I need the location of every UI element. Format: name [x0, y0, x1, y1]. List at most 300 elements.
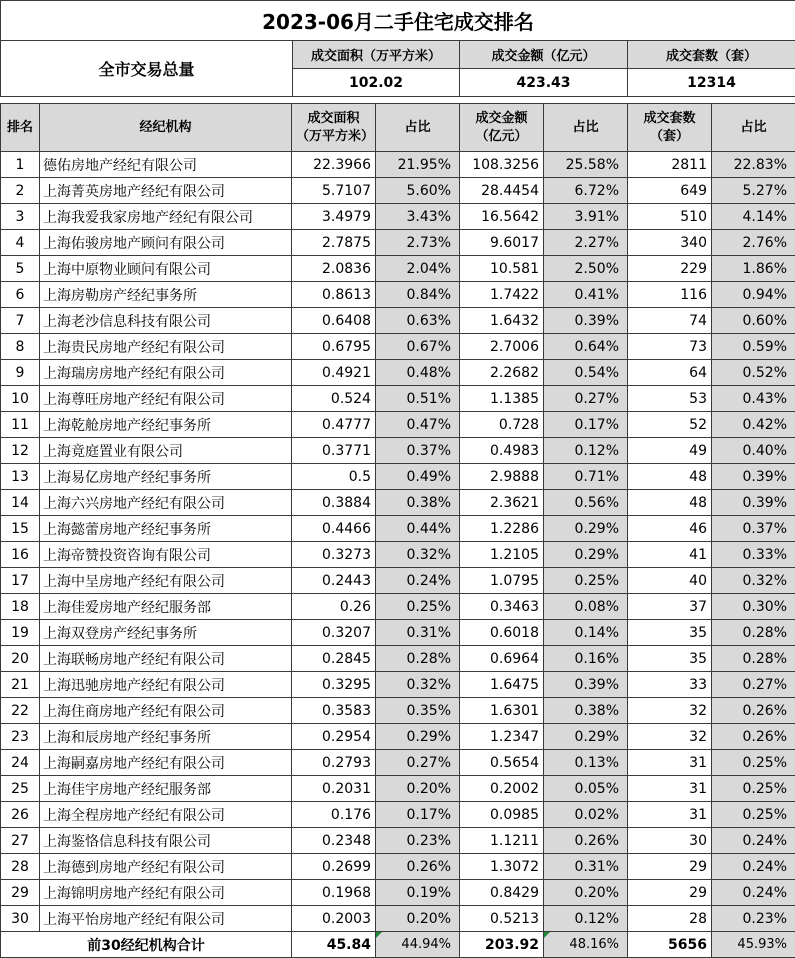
amount-share: 0.17% — [544, 412, 628, 438]
units-share: 22.83% — [712, 152, 795, 178]
amount-value: 0.6018 — [460, 620, 544, 646]
amount-share: 0.02% — [544, 802, 628, 828]
amount-value: 1.1385 — [460, 386, 544, 412]
area-value: 0.2443 — [292, 568, 376, 594]
units-share: 0.52% — [712, 360, 795, 386]
area-share: 0.32% — [376, 542, 460, 568]
agency-name: 上海锦明房地产经纪有限公司 — [40, 880, 292, 906]
units-value: 31 — [628, 802, 712, 828]
area-share: 0.51% — [376, 386, 460, 412]
area-value: 0.3273 — [292, 542, 376, 568]
amount-value: 1.6432 — [460, 308, 544, 334]
amount-value: 2.2682 — [460, 360, 544, 386]
agency-name: 上海易亿房地产经纪事务所 — [40, 464, 292, 490]
table-row — [1, 594, 795, 620]
units-share: 0.28% — [712, 646, 795, 672]
table-row — [1, 230, 795, 256]
units-share: 0.25% — [712, 750, 795, 776]
amount-value: 0.0985 — [460, 802, 544, 828]
area-value: 0.2699 — [292, 854, 376, 880]
header-area: 成交面积（万平方米） — [292, 104, 376, 152]
area-share: 0.28% — [376, 646, 460, 672]
units-value: 48 — [628, 490, 712, 516]
agency-name: 上海佑骏房地产顾问有限公司 — [40, 230, 292, 256]
total-area-share — [376, 932, 460, 958]
amount-value: 0.5213 — [460, 906, 544, 932]
units-share: 0.30% — [712, 594, 795, 620]
area-value: 3.4979 — [292, 204, 376, 230]
area-value: 0.8613 — [292, 282, 376, 308]
rank-cell: 23 — [1, 724, 40, 750]
units-value: 48 — [628, 464, 712, 490]
units-share: 0.28% — [712, 620, 795, 646]
units-value: 52 — [628, 412, 712, 438]
citywide-total-label: 全市交易总量 — [1, 41, 293, 97]
total-amount: 203.92 — [460, 932, 544, 958]
rank-cell: 3 — [1, 204, 40, 230]
rank-cell: 17 — [1, 568, 40, 594]
area-value: 22.3966 — [292, 152, 376, 178]
rank-cell: 20 — [1, 646, 40, 672]
area-value: 0.3583 — [292, 698, 376, 724]
area-share: 0.20% — [376, 776, 460, 802]
header-amount: 成交金额（亿元） — [460, 104, 544, 152]
agency-name: 上海乾舱房地产经纪事务所 — [40, 412, 292, 438]
total-area-share-text: 44.94% — [401, 937, 451, 952]
rank-cell: 26 — [1, 802, 40, 828]
units-value: 46 — [628, 516, 712, 542]
table-row — [1, 802, 795, 828]
total-units-share: 45.93% — [712, 932, 795, 958]
agency-name: 上海德到房地产经纪有限公司 — [40, 854, 292, 880]
table-row — [1, 334, 795, 360]
rank-cell: 27 — [1, 828, 40, 854]
area-share: 0.47% — [376, 412, 460, 438]
amount-value: 1.2286 — [460, 516, 544, 542]
units-value: 340 — [628, 230, 712, 256]
units-value: 30 — [628, 828, 712, 854]
units-value: 49 — [628, 438, 712, 464]
header-agency: 经纪机构 — [40, 104, 292, 152]
amount-share: 0.56% — [544, 490, 628, 516]
units-share: 0.33% — [712, 542, 795, 568]
agency-name: 上海尊旺房地产经纪有限公司 — [40, 386, 292, 412]
units-share: 2.76% — [712, 230, 795, 256]
summary-amount-header: 成交金额（亿元） — [460, 41, 628, 69]
agency-name: 上海全程房地产经纪有限公司 — [40, 802, 292, 828]
area-share: 21.95% — [376, 152, 460, 178]
area-value: 0.3295 — [292, 672, 376, 698]
table-row — [1, 750, 795, 776]
agency-name: 上海菁英房地产经纪有限公司 — [40, 178, 292, 204]
amount-value: 1.3072 — [460, 854, 544, 880]
rank-cell: 14 — [1, 490, 40, 516]
units-share: 1.86% — [712, 256, 795, 282]
rank-cell: 9 — [1, 360, 40, 386]
table-row — [1, 204, 795, 230]
table-row — [1, 438, 795, 464]
units-share: 0.40% — [712, 438, 795, 464]
agency-name: 上海中原物业顾问有限公司 — [40, 256, 292, 282]
area-value: 0.524 — [292, 386, 376, 412]
summary-units-header: 成交套数（套） — [628, 41, 795, 69]
rank-cell: 16 — [1, 542, 40, 568]
units-value: 35 — [628, 620, 712, 646]
area-value: 0.176 — [292, 802, 376, 828]
amount-share: 6.72% — [544, 178, 628, 204]
agency-name: 上海六兴房地产经纪有限公司 — [40, 490, 292, 516]
area-value: 2.0836 — [292, 256, 376, 282]
table-row — [1, 542, 795, 568]
table-row — [1, 880, 795, 906]
agency-name: 上海佳宇房地产经纪服务部 — [40, 776, 292, 802]
units-share: 0.26% — [712, 698, 795, 724]
units-share: 0.32% — [712, 568, 795, 594]
area-share: 2.04% — [376, 256, 460, 282]
agency-name: 上海迅驰房地产经纪有限公司 — [40, 672, 292, 698]
amount-value: 28.4454 — [460, 178, 544, 204]
amount-value: 10.581 — [460, 256, 544, 282]
table-row — [1, 464, 795, 490]
units-value: 33 — [628, 672, 712, 698]
table-row — [1, 724, 795, 750]
rank-cell: 22 — [1, 698, 40, 724]
amount-share: 0.39% — [544, 672, 628, 698]
table-row — [1, 516, 795, 542]
area-share: 0.24% — [376, 568, 460, 594]
area-value: 0.4777 — [292, 412, 376, 438]
units-value: 41 — [628, 542, 712, 568]
table-row — [1, 178, 795, 204]
amount-share: 0.29% — [544, 724, 628, 750]
units-value: 35 — [628, 646, 712, 672]
area-value: 0.2031 — [292, 776, 376, 802]
amount-share: 0.13% — [544, 750, 628, 776]
summary-amount-value: 423.43 — [460, 69, 628, 97]
area-value: 0.26 — [292, 594, 376, 620]
units-share: 0.24% — [712, 828, 795, 854]
rank-cell: 30 — [1, 906, 40, 932]
amount-share: 3.91% — [544, 204, 628, 230]
amount-value: 0.6964 — [460, 646, 544, 672]
amount-value: 0.8429 — [460, 880, 544, 906]
agency-name: 上海老沙信息科技有限公司 — [40, 308, 292, 334]
amount-value: 2.7006 — [460, 334, 544, 360]
green-corner-marker — [376, 932, 382, 938]
area-value: 0.4466 — [292, 516, 376, 542]
area-share: 5.60% — [376, 178, 460, 204]
amount-value: 16.5642 — [460, 204, 544, 230]
area-share: 0.19% — [376, 880, 460, 906]
table-row — [1, 490, 795, 516]
amount-share: 0.64% — [544, 334, 628, 360]
table-row — [1, 360, 795, 386]
area-share: 0.25% — [376, 594, 460, 620]
rank-cell: 19 — [1, 620, 40, 646]
area-share: 3.43% — [376, 204, 460, 230]
rank-cell: 10 — [1, 386, 40, 412]
area-value: 0.3884 — [292, 490, 376, 516]
agency-name: 上海竟庭置业有限公司 — [40, 438, 292, 464]
table-row — [1, 698, 795, 724]
area-value: 0.5 — [292, 464, 376, 490]
amount-share: 0.25% — [544, 568, 628, 594]
amount-value: 0.728 — [460, 412, 544, 438]
amount-share: 25.58% — [544, 152, 628, 178]
area-share: 0.26% — [376, 854, 460, 880]
amount-share: 0.12% — [544, 906, 628, 932]
table-row — [1, 256, 795, 282]
area-share: 0.38% — [376, 490, 460, 516]
header-rank: 排名 — [1, 104, 40, 152]
area-share: 0.32% — [376, 672, 460, 698]
amount-share: 2.50% — [544, 256, 628, 282]
table-row — [1, 646, 795, 672]
amount-share: 0.38% — [544, 698, 628, 724]
agency-name: 上海帝赞投资咨询有限公司 — [40, 542, 292, 568]
amount-value: 2.3621 — [460, 490, 544, 516]
agency-name: 上海平怡房地产经纪有限公司 — [40, 906, 292, 932]
amount-share: 0.29% — [544, 542, 628, 568]
header-units-share: 占比 — [712, 104, 795, 152]
table-row — [1, 906, 795, 932]
agency-name: 上海瑞房房地产经纪有限公司 — [40, 360, 292, 386]
agency-name: 上海房勒房产经纪事务所 — [40, 282, 292, 308]
agency-name: 上海双登房产经纪事务所 — [40, 620, 292, 646]
amount-value: 0.5654 — [460, 750, 544, 776]
amount-share: 0.05% — [544, 776, 628, 802]
units-value: 32 — [628, 698, 712, 724]
total-units: 5656 — [628, 932, 712, 958]
area-share: 0.20% — [376, 906, 460, 932]
summary-table — [0, 0, 795, 97]
area-share: 0.84% — [376, 282, 460, 308]
amount-share: 0.39% — [544, 308, 628, 334]
area-share: 0.48% — [376, 360, 460, 386]
area-share: 0.67% — [376, 334, 460, 360]
amount-value: 2.9888 — [460, 464, 544, 490]
area-value: 0.2845 — [292, 646, 376, 672]
total-amount-share-text: 48.16% — [569, 937, 619, 952]
agency-name: 上海住商房地产经纪有限公司 — [40, 698, 292, 724]
units-share: 0.39% — [712, 490, 795, 516]
amount-value: 1.2105 — [460, 542, 544, 568]
area-share: 0.49% — [376, 464, 460, 490]
amount-value: 1.0795 — [460, 568, 544, 594]
header-units: 成交套数（套） — [628, 104, 712, 152]
area-value: 0.6408 — [292, 308, 376, 334]
amount-share: 0.27% — [544, 386, 628, 412]
rank-cell: 1 — [1, 152, 40, 178]
units-share: 0.25% — [712, 802, 795, 828]
rank-cell: 4 — [1, 230, 40, 256]
units-value: 40 — [628, 568, 712, 594]
units-share: 0.24% — [712, 854, 795, 880]
amount-share: 0.31% — [544, 854, 628, 880]
table-row — [1, 308, 795, 334]
amount-value: 1.6475 — [460, 672, 544, 698]
amount-value: 1.7422 — [460, 282, 544, 308]
table-row — [1, 854, 795, 880]
area-value: 0.4921 — [292, 360, 376, 386]
units-value: 28 — [628, 906, 712, 932]
units-share: 0.23% — [712, 906, 795, 932]
area-value: 0.3771 — [292, 438, 376, 464]
rank-cell: 5 — [1, 256, 40, 282]
area-share: 0.44% — [376, 516, 460, 542]
agency-name: 上海联畅房地产经纪有限公司 — [40, 646, 292, 672]
units-share: 0.39% — [712, 464, 795, 490]
rank-cell: 6 — [1, 282, 40, 308]
table-row — [1, 386, 795, 412]
units-value: 73 — [628, 334, 712, 360]
units-share: 0.24% — [712, 880, 795, 906]
units-value: 116 — [628, 282, 712, 308]
units-value: 229 — [628, 256, 712, 282]
units-value: 64 — [628, 360, 712, 386]
area-share: 0.23% — [376, 828, 460, 854]
units-value: 510 — [628, 204, 712, 230]
area-value: 0.6795 — [292, 334, 376, 360]
rank-cell: 15 — [1, 516, 40, 542]
area-value: 0.2003 — [292, 906, 376, 932]
amount-value: 108.3256 — [460, 152, 544, 178]
rank-cell: 29 — [1, 880, 40, 906]
amount-share: 2.27% — [544, 230, 628, 256]
area-share: 2.73% — [376, 230, 460, 256]
units-share: 0.59% — [712, 334, 795, 360]
rank-cell: 18 — [1, 594, 40, 620]
units-value: 31 — [628, 776, 712, 802]
units-value: 29 — [628, 854, 712, 880]
units-value: 31 — [628, 750, 712, 776]
rank-cell: 12 — [1, 438, 40, 464]
rank-cell: 13 — [1, 464, 40, 490]
rank-cell: 7 — [1, 308, 40, 334]
green-corner-marker — [544, 932, 550, 938]
units-share: 0.25% — [712, 776, 795, 802]
agency-name: 上海贵民房地产经纪有限公司 — [40, 334, 292, 360]
table-row — [1, 828, 795, 854]
units-value: 32 — [628, 724, 712, 750]
units-share: 0.26% — [712, 724, 795, 750]
area-share: 0.37% — [376, 438, 460, 464]
total-amount-share — [544, 932, 628, 958]
units-value: 29 — [628, 880, 712, 906]
area-share: 0.27% — [376, 750, 460, 776]
units-share: 0.27% — [712, 672, 795, 698]
amount-share: 0.20% — [544, 880, 628, 906]
rank-cell: 8 — [1, 334, 40, 360]
agency-name: 上海中呈房地产经纪有限公司 — [40, 568, 292, 594]
table-row — [1, 568, 795, 594]
area-value: 0.2954 — [292, 724, 376, 750]
amount-share: 0.71% — [544, 464, 628, 490]
rank-cell: 11 — [1, 412, 40, 438]
amount-share: 0.26% — [544, 828, 628, 854]
rank-cell: 28 — [1, 854, 40, 880]
rank-cell: 25 — [1, 776, 40, 802]
agency-name: 上海鉴恪信息科技有限公司 — [40, 828, 292, 854]
total-row — [1, 932, 795, 958]
amount-share: 0.08% — [544, 594, 628, 620]
total-label: 前30经纪机构合计 — [1, 932, 292, 958]
units-share: 0.94% — [712, 282, 795, 308]
amount-value: 9.6017 — [460, 230, 544, 256]
rank-cell: 24 — [1, 750, 40, 776]
amount-share: 0.14% — [544, 620, 628, 646]
amount-value: 1.6301 — [460, 698, 544, 724]
units-share: 0.43% — [712, 386, 795, 412]
table-row — [1, 412, 795, 438]
amount-value: 1.1211 — [460, 828, 544, 854]
agency-name: 上海我爱我家房地产经纪有限公司 — [40, 204, 292, 230]
summary-units-value: 12314 — [628, 69, 795, 97]
amount-share: 0.41% — [544, 282, 628, 308]
table-row — [1, 152, 795, 178]
agency-name: 上海佳爱房地产经纪服务部 — [40, 594, 292, 620]
summary-area-header: 成交面积（万平方米） — [293, 41, 460, 69]
amount-value: 0.2002 — [460, 776, 544, 802]
area-value: 5.7107 — [292, 178, 376, 204]
amount-value: 0.3463 — [460, 594, 544, 620]
units-share: 0.37% — [712, 516, 795, 542]
units-share: 0.60% — [712, 308, 795, 334]
table-row — [1, 672, 795, 698]
agency-name: 上海懿蕾房地产经纪事务所 — [40, 516, 292, 542]
ranking-table — [0, 103, 795, 958]
rank-cell: 2 — [1, 178, 40, 204]
area-share: 0.31% — [376, 620, 460, 646]
header-amount-share: 占比 — [544, 104, 628, 152]
ranking-header-row — [1, 104, 795, 152]
page-title: 2023-06月二手住宅成交排名 — [1, 1, 795, 41]
area-value: 0.2793 — [292, 750, 376, 776]
units-share: 4.14% — [712, 204, 795, 230]
amount-value: 0.4983 — [460, 438, 544, 464]
area-value: 2.7875 — [292, 230, 376, 256]
header-area-share: 占比 — [376, 104, 460, 152]
area-value: 0.1968 — [292, 880, 376, 906]
agency-name: 上海和辰房地产经纪事务所 — [40, 724, 292, 750]
amount-share: 0.16% — [544, 646, 628, 672]
table-row — [1, 282, 795, 308]
units-value: 37 — [628, 594, 712, 620]
amount-share: 0.12% — [544, 438, 628, 464]
table-row — [1, 620, 795, 646]
area-share: 0.63% — [376, 308, 460, 334]
area-value: 0.2348 — [292, 828, 376, 854]
units-value: 649 — [628, 178, 712, 204]
units-share: 5.27% — [712, 178, 795, 204]
units-value: 53 — [628, 386, 712, 412]
area-share: 0.17% — [376, 802, 460, 828]
agency-name: 上海嗣嘉房地产经纪有限公司 — [40, 750, 292, 776]
amount-value: 1.2347 — [460, 724, 544, 750]
total-area: 45.84 — [292, 932, 376, 958]
rank-cell: 21 — [1, 672, 40, 698]
amount-share: 0.54% — [544, 360, 628, 386]
units-value: 2811 — [628, 152, 712, 178]
area-share: 0.35% — [376, 698, 460, 724]
amount-share: 0.29% — [544, 516, 628, 542]
units-share: 0.42% — [712, 412, 795, 438]
summary-area-value: 102.02 — [293, 69, 460, 97]
table-row — [1, 776, 795, 802]
area-share: 0.29% — [376, 724, 460, 750]
area-value: 0.3207 — [292, 620, 376, 646]
units-value: 74 — [628, 308, 712, 334]
